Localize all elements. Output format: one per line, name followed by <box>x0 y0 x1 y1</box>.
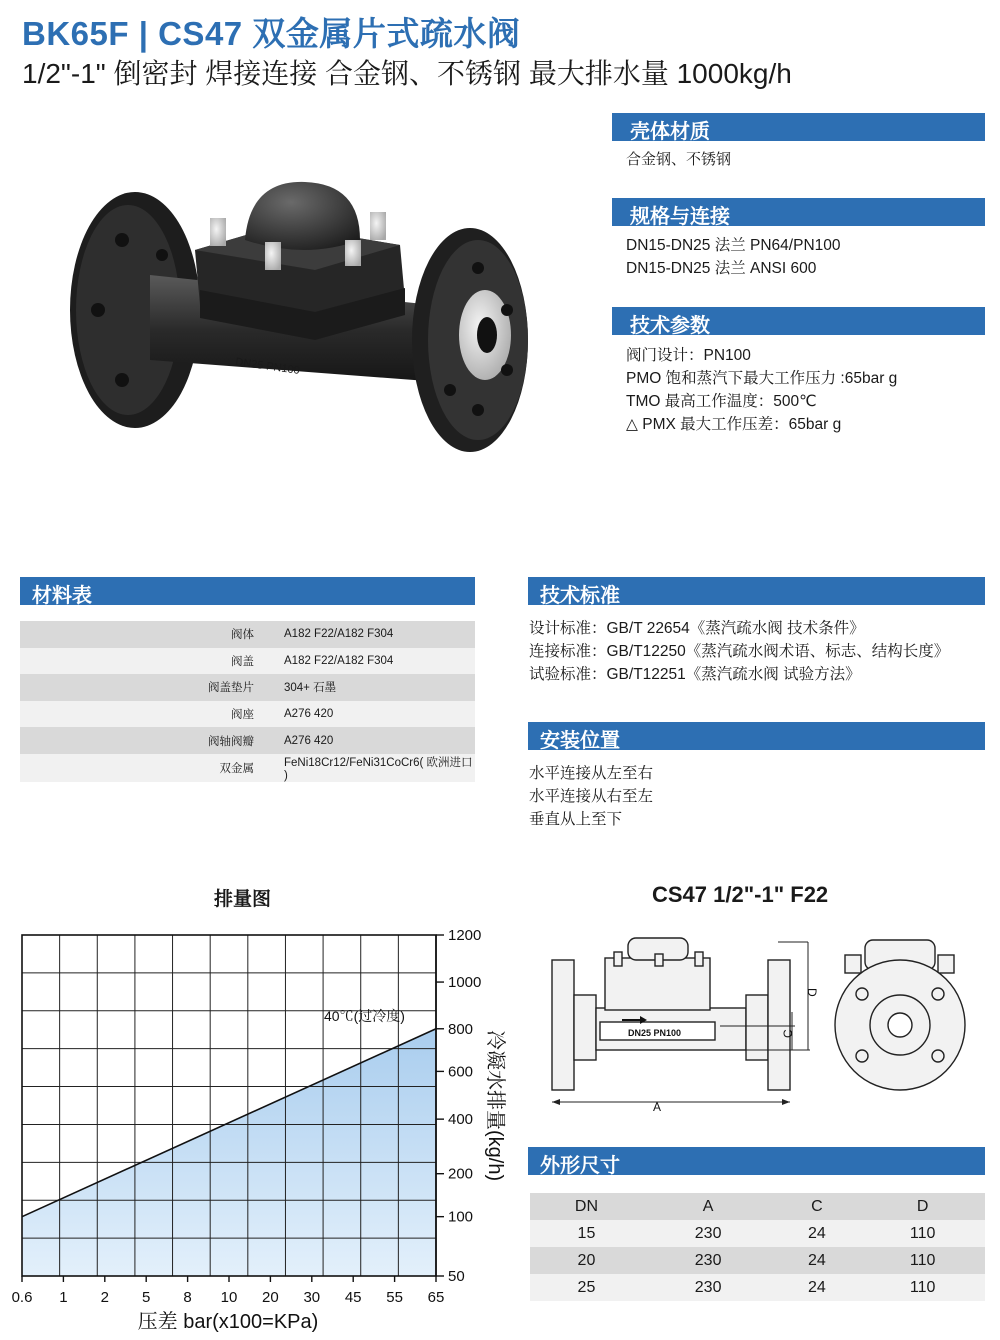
x-tick-label: 8 <box>183 1289 192 1306</box>
column-header: C <box>773 1193 860 1220</box>
material-part: 阀座 <box>20 701 264 728</box>
material-part: 阀体 <box>20 621 264 648</box>
x-tick-label: 20 <box>262 1289 279 1306</box>
install-line-3: 垂直从上至下 <box>529 811 623 828</box>
spec-line-2: DN15-DN25 法兰 ANSI 600 <box>626 260 817 277</box>
tech-standards-heading: 技术标准 <box>540 585 620 607</box>
table-cell: 230 <box>643 1247 773 1274</box>
body-marking: DN25 PN100 <box>234 356 301 377</box>
dim-label-a: A <box>653 1100 662 1114</box>
chart-area-fill <box>22 1029 436 1276</box>
materials-table <box>20 621 475 782</box>
table-cell: 20 <box>530 1247 643 1274</box>
table-row <box>530 1247 985 1274</box>
tech-param-line-1: 阀门设计：PN100 <box>626 347 751 364</box>
table-cell: 24 <box>773 1247 860 1274</box>
materials-header <box>20 577 475 605</box>
x-tick-label: 65 <box>427 1289 445 1306</box>
install-position-header <box>528 722 985 750</box>
table-cell: 24 <box>773 1274 860 1301</box>
page-title: BK65F | CS47 双金属片式疏水阀 <box>22 15 521 52</box>
spec-connection-header <box>612 198 985 226</box>
table-row <box>20 674 475 701</box>
material-value: A276 420 <box>264 701 475 728</box>
dimensions-table <box>530 1193 985 1301</box>
material-part: 阀轴阀瓣 <box>20 727 264 754</box>
table-row <box>530 1220 985 1247</box>
x-tick-label: 55 <box>386 1289 403 1306</box>
table-row <box>20 701 475 728</box>
table-cell: 230 <box>643 1220 773 1247</box>
series-label: 40℃(过冷度) <box>324 1007 405 1024</box>
column-header: A <box>643 1193 773 1220</box>
dim-label-c: C <box>781 1029 795 1038</box>
material-value: A182 F22/A182 F304 <box>264 621 475 648</box>
material-part: 双金属 <box>20 754 264 782</box>
x-tick-label: 10 <box>220 1289 238 1306</box>
product-photo <box>60 170 530 460</box>
material-part: 阀盖 <box>20 648 264 675</box>
x-tick-label: 30 <box>303 1289 321 1306</box>
x-tick-label: 45 <box>344 1289 362 1306</box>
tech-param-line-2: PMO 饱和蒸汽下最大工作压力 :65bar g <box>626 370 898 387</box>
table-header-row <box>530 1193 985 1220</box>
table-row <box>530 1274 985 1301</box>
tech-param-line-4: △ PMX 最大工作压差：65bar g <box>626 416 842 433</box>
table-cell: 110 <box>860 1274 985 1301</box>
spec-connection-heading: 规格与连接 <box>630 206 730 228</box>
y-tick-label: 200 <box>448 1165 474 1183</box>
material-part: 阀盖垫片 <box>20 674 264 701</box>
material-value: A276 420 <box>264 727 475 754</box>
material-value: A182 F22/A182 F304 <box>264 648 475 675</box>
y-tick-label: 1200 <box>448 927 482 944</box>
table-row <box>20 727 475 754</box>
y-tick-label: 600 <box>448 1063 474 1081</box>
dim-label-d: D <box>805 988 819 997</box>
dimensions-heading: 外形尺寸 <box>540 1155 620 1177</box>
tech-standards-header <box>528 577 985 605</box>
body-material-heading: 壳体材质 <box>630 121 710 143</box>
column-header: D <box>860 1193 985 1220</box>
tech-param-line-3: TMO 最高工作温度：500℃ <box>626 393 817 410</box>
discharge-chart <box>0 920 520 1340</box>
y-tick-label: 100 <box>448 1208 474 1226</box>
install-line-2: 水平连接从右至左 <box>529 788 654 805</box>
standard-line-3: 试验标准：GB/T12251《蒸汽疏水阀 试验方法》 <box>529 666 861 683</box>
spec-line-1: DN15-DN25 法兰 PN64/PN100 <box>626 237 841 254</box>
body-material-header <box>612 113 985 141</box>
table-cell: 15 <box>530 1220 643 1247</box>
install-position-heading: 安装位置 <box>540 730 620 752</box>
body-material-text: 合金钢、不锈钢 <box>626 151 732 168</box>
table-cell: 24 <box>773 1220 860 1247</box>
standard-line-2: 连接标准：GB/T12250《蒸汽疏水阀术语、标志、结构长度》 <box>529 643 950 660</box>
standard-line-1: 设计标准：GB/T 22654《蒸汽疏水阀 技术条件》 <box>529 620 865 637</box>
x-axis-title: 压差 bar(x100=KPa) <box>137 1311 319 1333</box>
y-tick-label: 400 <box>448 1111 474 1129</box>
dimensions-header <box>528 1147 985 1175</box>
tech-params-heading: 技术参数 <box>630 315 710 337</box>
y-tick-label: 1000 <box>448 974 482 992</box>
table-row <box>20 648 475 675</box>
material-value: 304+ 石墨 <box>264 674 475 701</box>
drawing-marking: DN25 PN100 <box>628 1028 682 1038</box>
drawing-title: CS47 1/2"-1" F22 <box>652 882 829 907</box>
materials-heading: 材料表 <box>32 585 92 607</box>
dimension-drawing <box>540 930 980 1115</box>
chart-title: 排量图 <box>214 889 272 910</box>
x-tick-label: 0.6 <box>11 1289 33 1306</box>
page-subtitle: 1/2"-1" 倒密封 焊接连接 合金钢、不锈钢 最大排水量 1000kg/h <box>22 58 792 89</box>
x-tick-label: 5 <box>142 1289 151 1306</box>
x-tick-label: 1 <box>59 1289 68 1306</box>
table-cell: 230 <box>643 1274 773 1301</box>
table-cell: 110 <box>860 1220 985 1247</box>
y-tick-label: 50 <box>448 1268 465 1285</box>
x-tick-label: 2 <box>100 1289 109 1306</box>
y-tick-label: 800 <box>448 1020 474 1038</box>
install-line-1: 水平连接从左至右 <box>529 765 654 782</box>
material-value: FeNi18Cr12/FeNi31CoCr6( 欧洲进口 ) <box>264 754 475 782</box>
column-header: DN <box>530 1193 643 1220</box>
y-axis-title: 冷凝水排量(kg/h) <box>484 1030 506 1182</box>
tech-params-header <box>612 307 985 335</box>
table-cell: 25 <box>530 1274 643 1301</box>
table-row <box>20 621 475 648</box>
table-cell: 110 <box>860 1247 985 1274</box>
table-row <box>20 754 475 782</box>
